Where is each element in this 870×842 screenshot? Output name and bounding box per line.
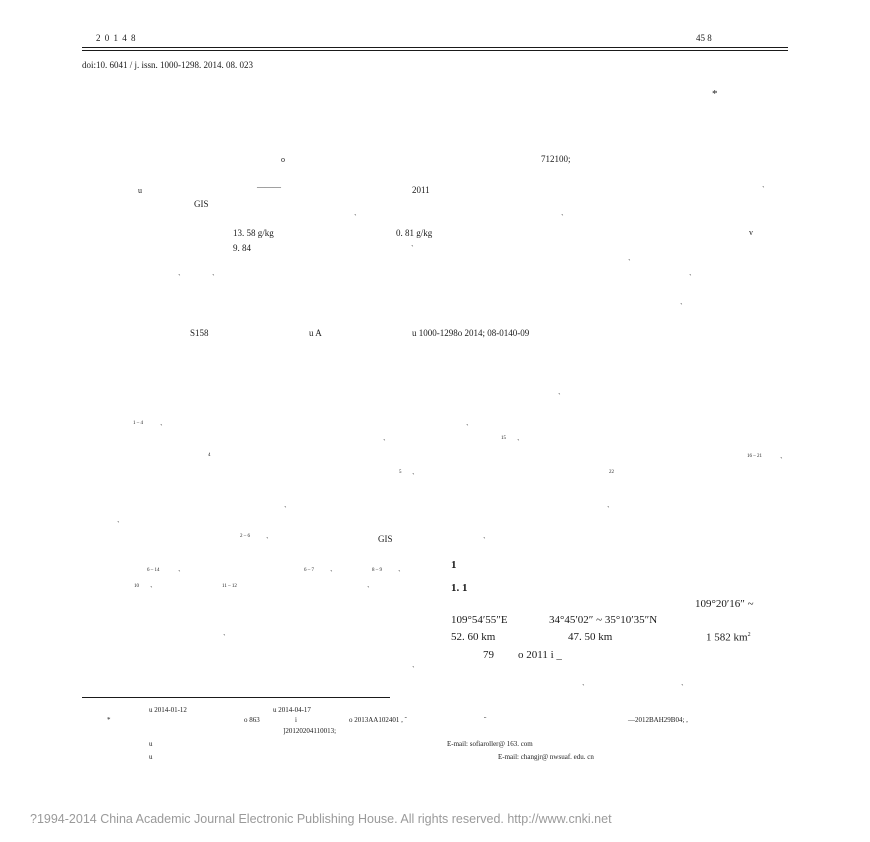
citation-ref: 4 (208, 453, 211, 458)
title-footnote-mark: * (712, 88, 718, 100)
revised-date: u 2014-04-17 (273, 706, 311, 714)
journal-issue-header: 2 0 1 4 8 (96, 33, 137, 43)
abstract-value-max: 13. 58 g/kg (233, 228, 274, 238)
journal-volume-header: 45 8 (696, 33, 712, 43)
body-punct: ` (582, 683, 585, 692)
body-punct: ` (160, 423, 163, 432)
body-punct: ` (780, 456, 783, 465)
author1-mark: u (149, 740, 153, 748)
fund-863: o 863 (244, 716, 260, 724)
abstract-punct: ` (680, 302, 683, 311)
abstract-gis: GIS (194, 199, 209, 209)
body-punct: ` (178, 569, 181, 578)
body-punct: ` (412, 472, 415, 481)
fund-quote: ˝ (484, 716, 487, 724)
abstract-dash: ——— (257, 182, 281, 191)
clc-number: S158 (190, 328, 209, 338)
citation-ref: 8 – 9 (372, 568, 382, 573)
body-punct: ` (383, 438, 386, 447)
received-date: u 2014-01-12 (149, 706, 187, 714)
body-punct: ` (117, 520, 120, 529)
abstract-punct: ` (212, 273, 215, 282)
affiliation-mark: o (281, 155, 285, 164)
abstract-year: 2011 (412, 185, 430, 195)
cnki-copyright-footer: ?1994-2014 China Academic Journal Electronic Publishing House. All rights reserved. http://www.cnki.net (30, 812, 612, 826)
sample-year: o 2011 i _ (518, 649, 562, 661)
doi-line: doi:10. 6041 / j. issn. 1000-1298. 2014. 08. 023 (82, 60, 254, 70)
body-punct: ` (466, 423, 469, 432)
citation-ref: 16 – 21 (747, 454, 762, 459)
sample-count: 79 (483, 649, 494, 661)
area-total: 1 582 $km^2$ (706, 631, 751, 644)
body-punct: ` (284, 505, 287, 514)
body-punct: ` (223, 633, 226, 642)
citation-ref: 1 – 4 (133, 421, 143, 426)
citation-ref: 11 – 12 (222, 584, 237, 589)
abstract-punct: ` (628, 258, 631, 267)
citation-ref: 6 – 7 (304, 568, 314, 573)
fund-project-c: ]20120204110013; (283, 727, 337, 735)
citation-ref: 15 (501, 436, 506, 441)
body-gis: GIS (378, 534, 393, 544)
body-punct: ` (266, 536, 269, 545)
body-punct: ` (150, 585, 153, 594)
citation-ref: 10 (134, 584, 139, 589)
footnote-rule (82, 697, 390, 698)
abstract-punct: ` (178, 273, 181, 282)
body-punct: ` (398, 569, 401, 578)
fund-i: i (295, 716, 297, 724)
affiliation-postcode: 712100; (541, 154, 571, 164)
author1-email: E-mail: sofiaroller@ 163. com (447, 740, 533, 748)
body-punct: ` (412, 665, 415, 674)
author2-email: E-mail: changjr@ nwsuaf. edu. cn (498, 753, 594, 761)
abstract-value-cv: 9. 84 (233, 243, 251, 253)
area-width: 47. 50 km (568, 631, 613, 643)
coordinate-line-1: 109°20′16″ ~ (695, 598, 754, 610)
body-punct: ` (483, 536, 486, 545)
abstract-value-min: 0. 81 g/kg (396, 228, 433, 238)
citation-ref: 2 – 6 (240, 534, 250, 539)
document-code: u A (309, 328, 322, 338)
citation-ref: 6 – 14 (147, 568, 160, 573)
abstract-mark: v (749, 228, 753, 237)
section-number: 1 (451, 559, 457, 571)
body-punct: ` (367, 585, 370, 594)
body-punct: ` (558, 392, 561, 401)
header-rule-top (82, 47, 788, 48)
author2-mark: u (149, 753, 153, 761)
coordinate-longitude: 109°54′55″E (451, 614, 508, 626)
citation-ref: 22 (609, 470, 614, 475)
abstract-punct: ` (762, 185, 765, 194)
subsection-number: 1. 1 (451, 582, 468, 594)
abstract-mark: u (138, 186, 142, 195)
header-rule-bottom (82, 50, 788, 51)
fund-project-b: —2012BAH29B04; , (628, 716, 688, 724)
body-punct: ` (607, 505, 610, 514)
citation-ref: 5 (399, 470, 402, 475)
area-length: 52. 60 km (451, 631, 496, 643)
body-punct: ` (681, 683, 684, 692)
body-punct: ` (517, 438, 520, 447)
abstract-punct: ` (411, 244, 414, 253)
abstract-punct: ` (689, 273, 692, 282)
body-punct: ` (330, 569, 333, 578)
abstract-punct: ` (561, 213, 564, 222)
abstract-punct: ` (354, 213, 357, 222)
fund-mark: * (107, 716, 111, 724)
fund-project-a: o 2013AA102401 , ˜ (349, 716, 407, 724)
article-id: u 1000-1298o 2014; 08-0140-09 (412, 328, 530, 338)
coordinate-latitude: 34°45′02″ ~ 35°10′35″N (549, 614, 658, 626)
